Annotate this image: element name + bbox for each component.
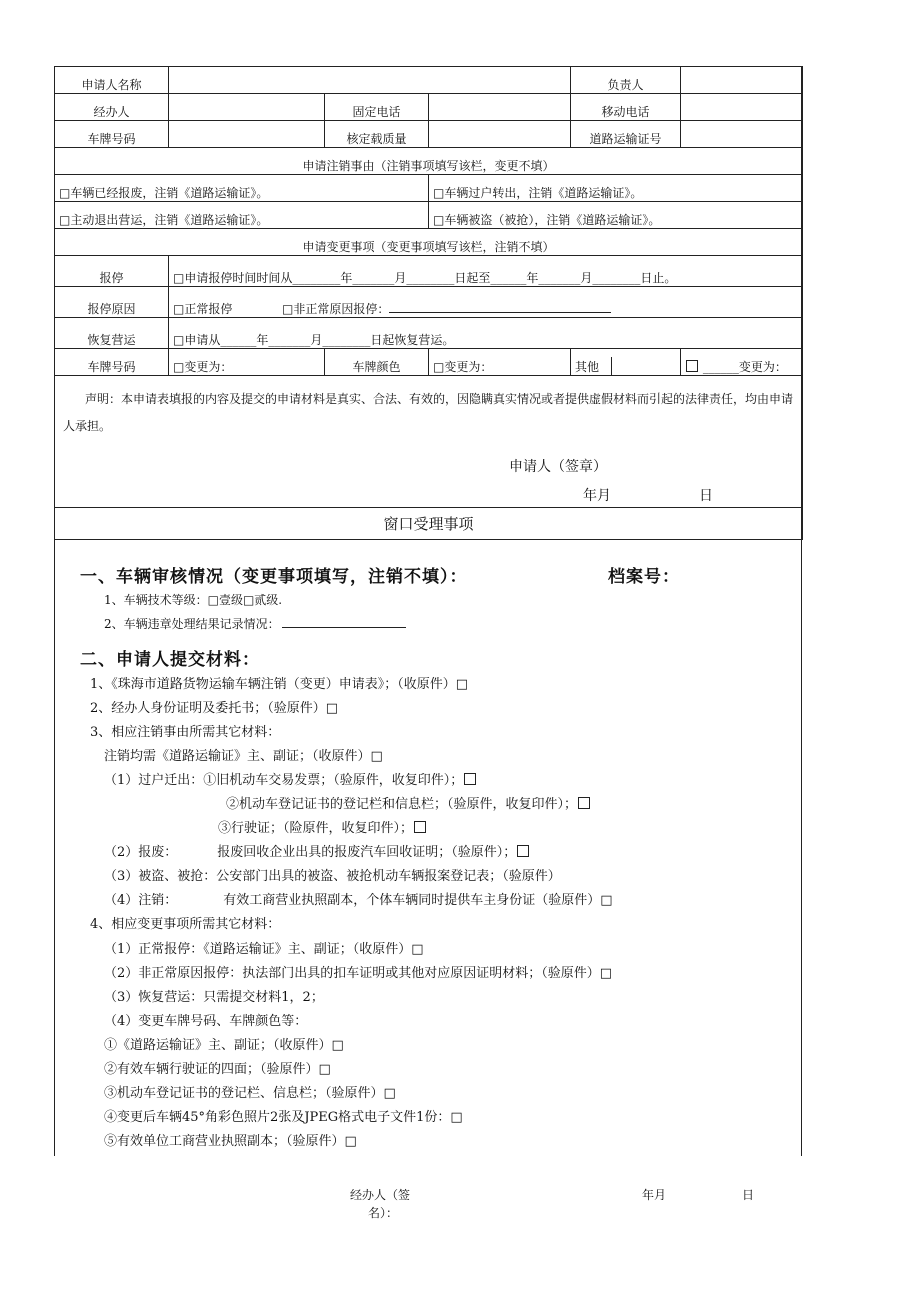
material-abnormal-suspend[interactable]: （2）非正常原因报停：执法部门出具的扣车证明或其他对应原因证明材料；（验原件）□ bbox=[104, 966, 613, 981]
material-change-heading: （4）变更车牌号码、车牌颜色等： bbox=[104, 1014, 308, 1029]
material-change-3[interactable]: ③机动车登记证书的登记栏、信息栏；（验原件）□ bbox=[104, 1086, 396, 1101]
handler-label: 经办人 bbox=[55, 94, 169, 121]
suspend-period-field[interactable]: □申请报停时间时间从________年_______月________日起至______年_______月________日止。 bbox=[169, 256, 803, 287]
plate-no-field[interactable] bbox=[169, 121, 325, 148]
material-1[interactable]: 1、《珠海市道路货物运输车辆注销（变更）申请表》；（收原件）□ bbox=[90, 677, 469, 692]
materials-heading: 二、申请人提交材料： bbox=[80, 650, 260, 670]
cancel-option-quit[interactable]: □主动退出营运，注销《道路运输证》。 bbox=[55, 202, 429, 229]
transfer-registration-text: ②机动车登记证书的登记栏和信息栏；（验原件，收复印件）； bbox=[226, 797, 578, 812]
scrap-text: 报废回收企业出具的报废汽车回收证明；（验原件）； bbox=[217, 845, 517, 860]
principal-field[interactable] bbox=[681, 67, 803, 94]
resume-date-field[interactable]: □申请从______年_______月________日起恢复营运。 bbox=[169, 318, 803, 349]
change-other-option[interactable] bbox=[681, 349, 803, 376]
cancel-option-scrapped[interactable]: □车辆已经报废，注销《道路运输证》。 bbox=[55, 175, 429, 202]
violation-record-label: 2、车辆违章处理结果记录情况： bbox=[104, 617, 280, 631]
change-color-option[interactable]: □变更为： bbox=[429, 349, 571, 376]
checkbox-icon[interactable] bbox=[578, 797, 590, 809]
tech-grade-item[interactable]: 1、车辆技术等级：□壹级□贰级. bbox=[104, 593, 283, 607]
change-section-title: 申请变更事项（变更事项填写该栏，注销不填） bbox=[55, 229, 803, 256]
declaration-cell bbox=[55, 376, 803, 508]
material-scrap[interactable] bbox=[104, 841, 530, 860]
vehicle-review-heading: 一、车辆审核情况（变更事项填写，注销不填）： bbox=[80, 567, 468, 587]
change-plate-option[interactable]: □变更为： bbox=[169, 349, 325, 376]
material-4-heading: 4、相应变更事项所需其它材料： bbox=[90, 917, 281, 932]
window-section-title: 窗口受理事项 bbox=[55, 508, 803, 540]
fixed-phone-label: 固定电话 bbox=[325, 94, 429, 121]
reason-abnormal-line[interactable] bbox=[389, 312, 611, 313]
plate-no-label: 车牌号码 bbox=[55, 121, 169, 148]
change-other-text: ______变更为： bbox=[702, 360, 787, 374]
cancel-section-title: 申请注销事由（注销事项填写该栏，变更不填） bbox=[55, 148, 803, 175]
change-other-cell bbox=[571, 349, 681, 376]
suspend-reason-field[interactable] bbox=[169, 287, 803, 318]
permit-no-label: 道路运输证号 bbox=[571, 121, 681, 148]
material-transfer-license[interactable] bbox=[218, 817, 427, 836]
material-normal-suspend[interactable]: （1）正常报停：《道路运输证》主、副证；（收原件）□ bbox=[104, 942, 424, 957]
checkbox-icon[interactable] bbox=[686, 360, 698, 372]
rated-load-field[interactable] bbox=[429, 121, 571, 148]
material-2[interactable]: 2、经办人身份证明及委托书；（验原件）□ bbox=[90, 701, 339, 716]
cancel-option-stolen[interactable]: □车辆被盗（被抢），注销《道路运输证》。 bbox=[429, 202, 803, 229]
checkbox-icon[interactable] bbox=[414, 821, 426, 833]
handler-signature-label-2: 名）： bbox=[368, 1206, 399, 1220]
material-stolen[interactable]: （3）被盗、被抢：公安部门出具的被盗、被抢机动车辆报案登记表；（验原件） bbox=[104, 869, 561, 884]
mobile-phone-label: 移动电话 bbox=[571, 94, 681, 121]
change-color-label: 车牌颜色 bbox=[325, 349, 429, 376]
material-change-2[interactable]: ②有效车辆行驶证的四面；（验原件）□ bbox=[104, 1062, 331, 1077]
applicant-signature-label: 申请人（签章） bbox=[509, 459, 607, 475]
transfer-label: （1）过户迁出： bbox=[104, 773, 204, 788]
application-form-table bbox=[54, 66, 803, 540]
handler-field[interactable] bbox=[169, 94, 325, 121]
violation-record-line[interactable] bbox=[282, 627, 406, 628]
scrap-label: （2）报废： bbox=[104, 845, 178, 860]
violation-record-item[interactable] bbox=[104, 615, 406, 632]
checkbox-icon[interactable] bbox=[464, 773, 476, 785]
suspend-label: 报停 bbox=[55, 256, 169, 287]
material-transfer-invoice[interactable] bbox=[104, 769, 477, 788]
declaration-text: 声明：本申请表填报的内容及提交的申请材料是真实、合法、有效的，因隐瞒真实情况或者提供虚假材料而引起的法律责任，均由申请人承担。 bbox=[63, 392, 794, 433]
footer-date-d: 日 bbox=[742, 1188, 755, 1202]
transfer-license-text: ③行驶证；（险原件，收复印件）； bbox=[218, 821, 414, 836]
suspend-reason-label: 报停原因 bbox=[55, 287, 169, 318]
footer-date-ym: 年月 bbox=[642, 1188, 667, 1202]
applicant-name-field[interactable] bbox=[169, 67, 571, 94]
material-change-1[interactable]: ①《道路运输证》主、副证；（收原件）□ bbox=[104, 1038, 344, 1053]
declaration-date-ym: 年月 bbox=[583, 488, 611, 504]
material-deregister[interactable] bbox=[104, 889, 613, 908]
change-other-label: 其他 bbox=[575, 360, 600, 374]
material-transfer-registration[interactable] bbox=[226, 793, 591, 812]
transfer-invoice-text: ①旧机动车交易发票；（验原件，收复印件）； bbox=[203, 773, 464, 788]
handler-signature-label-1: 经办人（签 bbox=[350, 1188, 411, 1202]
resume-label: 恢复营运 bbox=[55, 318, 169, 349]
material-3-heading: 3、相应注销事由所需其它材料： bbox=[90, 725, 281, 740]
material-resume: （3）恢复营运：只需提交材料1，2； bbox=[104, 990, 324, 1005]
permit-no-field[interactable] bbox=[681, 121, 803, 148]
declaration-date-d: 日 bbox=[699, 488, 713, 504]
mobile-phone-field[interactable] bbox=[681, 94, 803, 121]
applicant-name-label: 申请人名称 bbox=[55, 67, 169, 94]
deregister-label: （4）注销： bbox=[104, 893, 178, 908]
reason-abnormal-option[interactable]: □非正常原因报停： bbox=[282, 302, 390, 316]
material-cancel-common[interactable]: 注销均需《道路运输证》主、副证；（收原件）□ bbox=[104, 749, 383, 764]
deregister-text: 有效工商营业执照副本，个体车辆同时提供车主身份证（验原件）□ bbox=[223, 893, 613, 908]
fixed-phone-field[interactable] bbox=[429, 94, 571, 121]
archive-no-label: 档案号： bbox=[608, 567, 680, 587]
checkbox-icon[interactable] bbox=[517, 845, 529, 857]
material-change-5[interactable]: ⑤有效单位工商营业执照副本；（验原件）□ bbox=[104, 1134, 357, 1149]
reason-normal-option[interactable]: □正常报停 bbox=[173, 302, 233, 316]
material-change-4[interactable]: ④变更后车辆45°角彩色照片2张及JPEG格式电子文件1份：□ bbox=[104, 1110, 463, 1125]
change-plate-label: 车牌号码 bbox=[55, 349, 169, 376]
cancel-option-transfer[interactable]: □车辆过户转出，注销《道路运输证》。 bbox=[429, 175, 803, 202]
principal-label: 负责人 bbox=[571, 67, 681, 94]
rated-load-label: 核定载质量 bbox=[325, 121, 429, 148]
